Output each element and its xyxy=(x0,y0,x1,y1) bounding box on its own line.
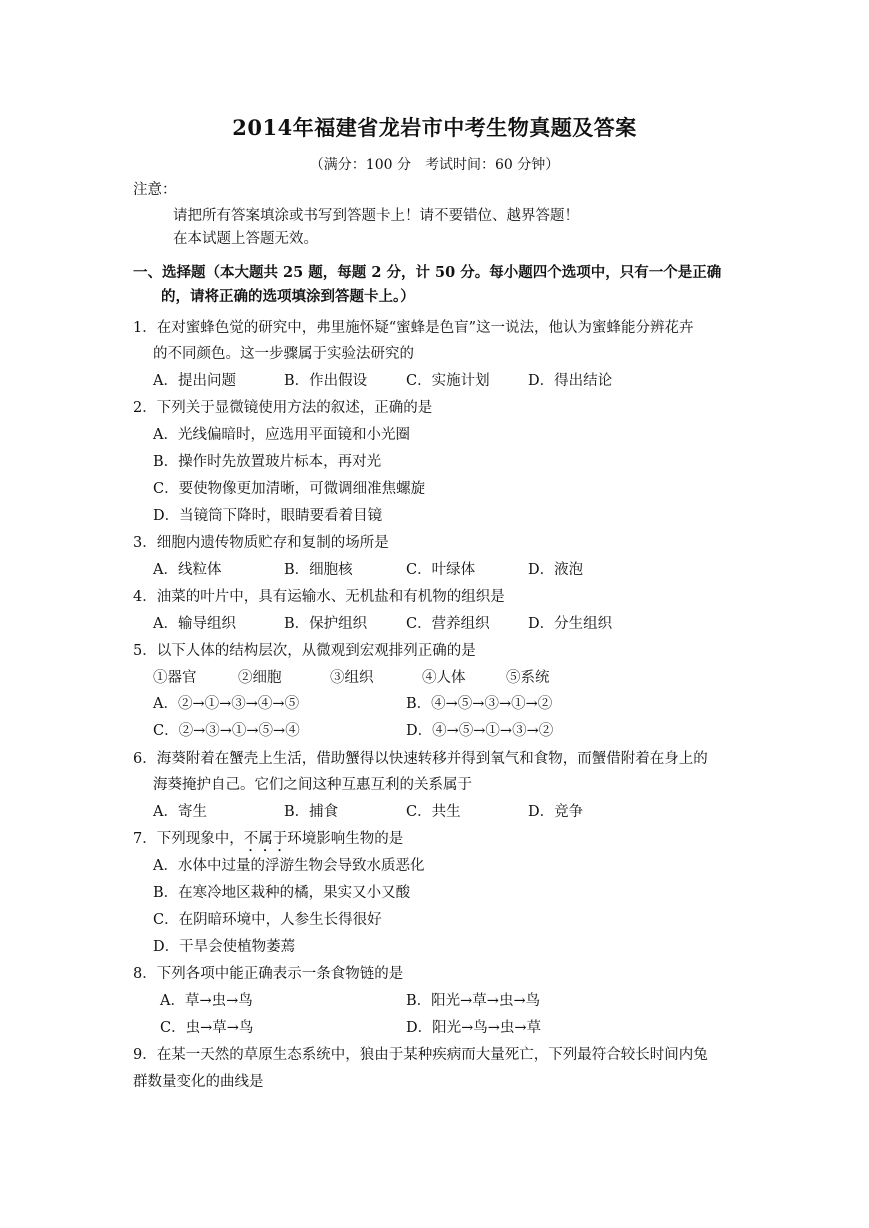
option-a: A．提出问题 xyxy=(153,373,236,389)
option-d: D．竞争 xyxy=(528,804,584,820)
option-b: B．阳光→草→虫→鸟 xyxy=(406,993,541,1009)
option-a: A．草→虫→鸟 xyxy=(160,993,253,1009)
structure-item: ③组织 xyxy=(330,670,374,686)
option-d: D．分生组织 xyxy=(528,616,613,632)
question-text: 2．下列关于显微镜使用方法的叙述，正确的是 xyxy=(133,400,433,416)
question-text: 1．在对蜜蜂色觉的研究中，弗里施怀疑“蜜蜂是色盲”这一说法，他认为蜜蜂能分辨花卉 xyxy=(133,320,694,336)
option-b: B．④→⑤→③→①→② xyxy=(406,696,553,712)
question-text xyxy=(133,829,403,855)
question-text: 9．在某一天然的草原生态系统中，狼由于某种疾病而大量死亡，下列最符合较长时间内兔 xyxy=(133,1047,708,1063)
option-b: B．操作时先放置玻片标本，再对光 xyxy=(153,454,382,470)
section-heading: 的，请将正确的选项填涂到答题卡上。） xyxy=(161,288,415,305)
structure-item: ⑤系统 xyxy=(506,670,550,686)
option-c: C．虫→草→鸟 xyxy=(160,1020,254,1036)
question-text: 群数量变化的曲线是 xyxy=(133,1074,264,1090)
option-a: A．线粒体 xyxy=(153,562,222,578)
option-c: C．实施计划 xyxy=(406,373,490,389)
option-a: A．水体中过量的浮游生物会导致水质恶化 xyxy=(153,858,425,874)
option-a: A．寄生 xyxy=(153,804,207,820)
question-text: 4．油菜的叶片中，具有运输水、无机盐和有机物的组织是 xyxy=(133,589,505,605)
question-text: 6．海葵附着在蟹壳上生活，借助蟹得以快速转移并得到氧气和食物，而蟹借附着在身上的 xyxy=(133,751,708,767)
option-d: D．液泡 xyxy=(528,562,584,578)
option-a: A．②→①→③→④→⑤ xyxy=(153,696,300,712)
option-d: D．当镜筒下降时，眼睛要看着目镜 xyxy=(153,508,383,524)
structure-item: ②细胞 xyxy=(238,670,282,686)
option-b: B．在寒冷地区栽种的橘，果实又小又酸 xyxy=(153,885,411,901)
page-title: 2014年福建省龙岩市中考生物真题及答案 xyxy=(232,115,637,140)
option-a: A．光线偏暗时，应选用平面镜和小光圈 xyxy=(153,427,410,443)
structure-item: ①器官 xyxy=(153,670,197,686)
question-text: 海葵掩护自己。它们之间这种互惠互利的关系属于 xyxy=(153,777,472,793)
question-text: 5．以下人体的结构层次，从微观到宏观排列正确的是 xyxy=(133,643,476,659)
option-d: D．阳光→鸟→虫→草 xyxy=(406,1020,542,1036)
structure-item: ④人体 xyxy=(422,670,466,686)
question-text-part: 7．下列现象中， xyxy=(133,831,244,847)
option-d: D．干旱会使植物萎蔫 xyxy=(153,939,296,955)
option-d: D．得出结论 xyxy=(528,373,613,389)
option-c: C．要使物像更加清晰，可微调细准焦螺旋 xyxy=(153,481,426,497)
option-c: C．②→③→①→⑤→④ xyxy=(153,723,300,739)
question-text: 8．下列各项中能正确表示一条食物链的是 xyxy=(133,966,404,982)
emphasis-text: 不属于 xyxy=(243,831,288,847)
option-b: B．细胞核 xyxy=(284,562,353,578)
option-d: D．④→⑤→①→③→② xyxy=(406,723,554,739)
option-c: C．在阴暗环境中，人参生长得很好 xyxy=(153,912,382,928)
option-c: C．营养组织 xyxy=(406,616,490,632)
question-text: 3．细胞内遗传物质贮存和复制的场所是 xyxy=(133,535,389,551)
option-c: C．共生 xyxy=(406,804,461,820)
option-b: B．保护组织 xyxy=(284,616,368,632)
notice-line: 请把所有答案填涂或书写到答题卡上！请不要错位、越界答题！ xyxy=(173,208,579,224)
question-text-part: 环境影响生物的是 xyxy=(287,831,404,847)
exam-info: （满分：100 分 考试时间：60 分钟） xyxy=(309,157,560,173)
section-heading: 一、选择题（本大题共 25 题，每题 2 分，计 50 分。每小题四个选项中，只有一个是正确 xyxy=(133,264,722,281)
option-b: B．捕食 xyxy=(284,804,339,820)
option-c: C．叶绿体 xyxy=(406,562,476,578)
notice-line: 在本试题上答题无效。 xyxy=(173,231,318,247)
option-a: A．输导组织 xyxy=(153,616,236,632)
option-b: B．作出假设 xyxy=(284,373,368,389)
question-text: 的不同颜色。这一步骤属于实验法研究的 xyxy=(153,346,414,362)
notice-label: 注意： xyxy=(133,182,177,198)
